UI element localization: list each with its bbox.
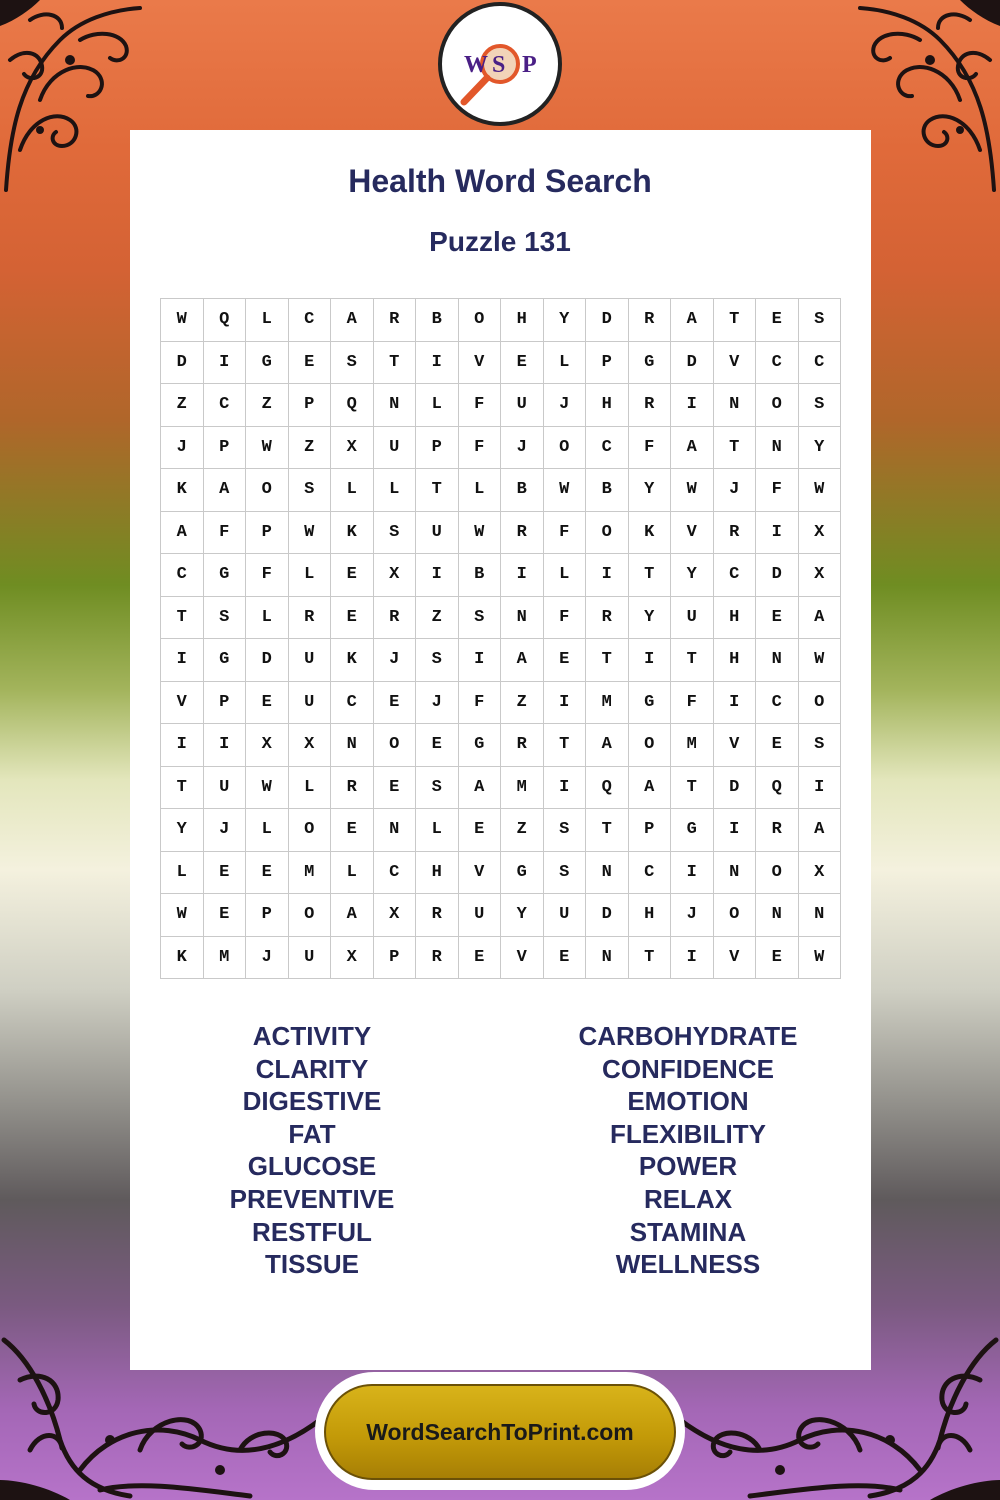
grid-cell[interactable]: S — [331, 342, 374, 385]
grid-cell[interactable]: K — [629, 512, 672, 555]
grid-cell[interactable]: V — [714, 937, 757, 980]
grid-cell[interactable]: Z — [416, 597, 459, 640]
grid-cell[interactable]: P — [204, 682, 247, 725]
grid-cell[interactable]: C — [756, 682, 799, 725]
grid-cell[interactable]: X — [799, 554, 842, 597]
grid-cell[interactable]: C — [374, 852, 417, 895]
grid-cell[interactable]: O — [799, 682, 842, 725]
grid-cell[interactable]: C — [714, 554, 757, 597]
grid-cell[interactable]: J — [501, 427, 544, 470]
grid-cell[interactable]: C — [629, 852, 672, 895]
grid-cell[interactable]: C — [799, 342, 842, 385]
grid-cell[interactable]: I — [799, 767, 842, 810]
grid-cell[interactable]: C — [331, 682, 374, 725]
grid-cell[interactable]: F — [671, 682, 714, 725]
grid-cell[interactable]: G — [459, 724, 502, 767]
grid-cell[interactable]: B — [416, 299, 459, 342]
word-list-item: TISSUE — [265, 1249, 359, 1280]
grid-cell[interactable]: M — [204, 937, 247, 980]
grid-cell[interactable]: E — [246, 682, 289, 725]
puzzle-number: Puzzle 131 — [429, 226, 571, 257]
grid-cell[interactable]: N — [756, 894, 799, 937]
grid-cell[interactable]: O — [714, 894, 757, 937]
grid-cell[interactable]: H — [586, 384, 629, 427]
grid-cell[interactable]: I — [671, 384, 714, 427]
grid-cell[interactable]: A — [204, 469, 247, 512]
site-logo[interactable] — [438, 2, 562, 126]
grid-cell[interactable]: R — [501, 724, 544, 767]
grid-cell[interactable]: T — [416, 469, 459, 512]
grid-cell[interactable]: T — [629, 937, 672, 980]
grid-cell[interactable]: V — [714, 342, 757, 385]
grid-cell[interactable]: G — [501, 852, 544, 895]
word-list-item: PREVENTIVE — [229, 1183, 395, 1214]
grid-cell[interactable]: A — [459, 767, 502, 810]
grid-cell[interactable]: R — [416, 937, 459, 980]
grid-cell[interactable]: H — [714, 597, 757, 640]
grid-cell[interactable]: N — [374, 809, 417, 852]
grid-cell[interactable]: W — [161, 894, 204, 937]
grid-cell[interactable]: I — [586, 554, 629, 597]
grid-cell[interactable]: O — [246, 469, 289, 512]
word-list-item: ACTIVITY — [252, 1021, 372, 1051]
grid-cell[interactable]: F — [459, 682, 502, 725]
grid-cell[interactable]: H — [501, 299, 544, 342]
grid-cell[interactable]: T — [586, 639, 629, 682]
grid-cell[interactable]: T — [544, 724, 587, 767]
grid-cell[interactable]: A — [671, 427, 714, 470]
grid-cell[interactable]: W — [161, 299, 204, 342]
grid-cell[interactable]: C — [204, 384, 247, 427]
word-list-item: EMOTION — [627, 1086, 749, 1117]
grid-cell[interactable]: Z — [289, 427, 332, 470]
grid-cell[interactable]: K — [331, 512, 374, 555]
grid-cell[interactable]: H — [629, 894, 672, 937]
grid-cell[interactable]: F — [204, 512, 247, 555]
grid-cell[interactable]: X — [799, 852, 842, 895]
word-list-item: GLUCOSE — [247, 1151, 377, 1182]
grid-cell[interactable]: U — [501, 384, 544, 427]
magnifier-icon — [442, 6, 558, 122]
grid-cell[interactable]: P — [629, 809, 672, 852]
grid-cell[interactable]: F — [629, 427, 672, 470]
grid-cell[interactable]: M — [586, 682, 629, 725]
grid-cell[interactable]: L — [161, 852, 204, 895]
grid-cell[interactable]: Y — [161, 809, 204, 852]
grid-cell[interactable]: L — [331, 852, 374, 895]
grid-cell[interactable]: R — [714, 512, 757, 555]
grid-cell[interactable]: M — [289, 852, 332, 895]
word-list-item: RELAX — [643, 1183, 733, 1214]
grid-cell[interactable]: S — [544, 809, 587, 852]
grid-cell[interactable]: C — [289, 299, 332, 342]
grid-cell[interactable]: E — [756, 597, 799, 640]
grid-cell[interactable]: C — [586, 427, 629, 470]
grid-cell[interactable]: U — [204, 767, 247, 810]
grid-cell[interactable]: W — [246, 427, 289, 470]
grid-cell[interactable]: J — [416, 682, 459, 725]
grid-cell[interactable]: S — [799, 299, 842, 342]
grid-cell[interactable]: U — [289, 639, 332, 682]
grid-cell[interactable]: O — [374, 724, 417, 767]
grid-cell[interactable]: E — [756, 299, 799, 342]
grid-cell[interactable]: E — [246, 852, 289, 895]
grid-cell[interactable]: R — [586, 597, 629, 640]
grid-cell[interactable]: N — [374, 384, 417, 427]
grid-cell[interactable]: I — [544, 767, 587, 810]
grid-cell[interactable]: G — [629, 682, 672, 725]
grid-cell[interactable]: I — [204, 724, 247, 767]
grid-cell[interactable]: R — [756, 809, 799, 852]
grid-cell[interactable]: A — [331, 299, 374, 342]
grid-cell[interactable]: J — [671, 894, 714, 937]
grid-cell[interactable]: R — [629, 299, 672, 342]
grid-cell[interactable]: D — [586, 894, 629, 937]
grid-cell[interactable]: R — [374, 597, 417, 640]
grid-cell[interactable]: W — [289, 512, 332, 555]
grid-cell[interactable]: L — [331, 469, 374, 512]
grid-cell[interactable]: T — [671, 767, 714, 810]
word-list-item: RESTFUL — [252, 1216, 372, 1247]
grid-cell[interactable]: A — [331, 894, 374, 937]
grid-cell[interactable]: O — [586, 512, 629, 555]
grid-cell[interactable]: W — [799, 639, 842, 682]
grid-cell[interactable]: I — [671, 852, 714, 895]
grid-cell[interactable]: N — [756, 639, 799, 682]
grid-cell[interactable]: C — [161, 554, 204, 597]
grid-cell[interactable]: V — [459, 852, 502, 895]
grid-cell[interactable]: W — [799, 469, 842, 512]
word-list-item: CARBOHYDRATE — [578, 1021, 798, 1051]
grid-cell[interactable]: P — [289, 384, 332, 427]
grid-cell[interactable]: E — [331, 554, 374, 597]
grid-cell[interactable]: U — [289, 937, 332, 980]
grid-cell[interactable]: E — [756, 937, 799, 980]
grid-cell[interactable]: G — [671, 809, 714, 852]
logo-letter-w: W — [464, 52, 488, 78]
grid-cell[interactable]: A — [501, 639, 544, 682]
grid-cell[interactable]: W — [459, 512, 502, 555]
grid-cell[interactable]: Z — [501, 809, 544, 852]
grid-cell[interactable]: Y — [671, 554, 714, 597]
grid-cell[interactable]: B — [459, 554, 502, 597]
grid-cell[interactable]: S — [799, 384, 842, 427]
grid-cell[interactable]: L — [544, 554, 587, 597]
grid-cell[interactable]: I — [671, 937, 714, 980]
grid-cell[interactable]: S — [374, 512, 417, 555]
grid-cell[interactable]: S — [416, 767, 459, 810]
grid-cell[interactable]: N — [501, 597, 544, 640]
grid-cell[interactable]: N — [331, 724, 374, 767]
grid-cell[interactable]: K — [161, 937, 204, 980]
grid-cell[interactable]: N — [799, 894, 842, 937]
grid-cell[interactable]: E — [204, 852, 247, 895]
grid-cell[interactable]: V — [714, 724, 757, 767]
grid-cell[interactable]: A — [586, 724, 629, 767]
grid-cell[interactable]: A — [671, 299, 714, 342]
grid-cell[interactable]: E — [331, 809, 374, 852]
grid-cell[interactable]: L — [246, 597, 289, 640]
grid-cell[interactable]: E — [416, 724, 459, 767]
grid-cell[interactable]: J — [544, 384, 587, 427]
grid-cell[interactable]: L — [416, 809, 459, 852]
grid-cell[interactable]: L — [289, 767, 332, 810]
grid-cell[interactable]: G — [204, 554, 247, 597]
logo-letter-p: P — [522, 52, 537, 78]
grid-cell[interactable]: I — [756, 512, 799, 555]
grid-cell[interactable]: L — [544, 342, 587, 385]
grid-cell[interactable]: E — [544, 639, 587, 682]
grid-cell[interactable]: A — [161, 512, 204, 555]
grid-cell[interactable]: F — [544, 597, 587, 640]
grid-cell[interactable]: M — [501, 767, 544, 810]
grid-cell[interactable]: L — [289, 554, 332, 597]
grid-cell[interactable]: I — [629, 639, 672, 682]
grid-cell[interactable]: P — [586, 342, 629, 385]
grid-cell[interactable]: E — [459, 809, 502, 852]
grid-cell[interactable]: T — [629, 554, 672, 597]
logo-letter-s: S — [492, 52, 506, 78]
grid-cell[interactable]: V — [459, 342, 502, 385]
grid-cell[interactable]: I — [501, 554, 544, 597]
grid-cell[interactable]: I — [204, 342, 247, 385]
grid-cell[interactable]: Y — [629, 469, 672, 512]
grid-cell[interactable]: P — [204, 427, 247, 470]
page-title: Health Word Search — [348, 163, 652, 199]
grid-cell[interactable]: X — [246, 724, 289, 767]
grid-cell[interactable]: F — [459, 427, 502, 470]
grid-cell[interactable]: B — [586, 469, 629, 512]
grid-cell[interactable]: Y — [629, 597, 672, 640]
grid-cell[interactable]: A — [799, 597, 842, 640]
word-list-item: CLARITY — [255, 1053, 369, 1084]
grid-cell[interactable]: L — [246, 299, 289, 342]
grid-cell[interactable]: D — [161, 342, 204, 385]
grid-cell[interactable]: F — [756, 469, 799, 512]
website-label: WordSearchToPrint.com — [366, 1418, 634, 1445]
grid-cell[interactable]: E — [459, 937, 502, 980]
grid-cell[interactable]: D — [586, 299, 629, 342]
grid-cell[interactable]: X — [374, 554, 417, 597]
grid-cell[interactable]: E — [374, 767, 417, 810]
grid-cell[interactable]: J — [246, 937, 289, 980]
grid-cell[interactable]: T — [374, 342, 417, 385]
grid-cell[interactable]: I — [161, 724, 204, 767]
grid-cell[interactable]: E — [501, 342, 544, 385]
word-list-item: CONFIDENCE — [602, 1053, 774, 1084]
grid-cell[interactable]: L — [416, 384, 459, 427]
grid-cell[interactable]: R — [374, 299, 417, 342]
grid-cell[interactable]: O — [289, 894, 332, 937]
grid-cell[interactable]: D — [671, 342, 714, 385]
grid-cell[interactable]: H — [714, 639, 757, 682]
grid-cell[interactable]: V — [161, 682, 204, 725]
grid-cell[interactable]: Z — [161, 384, 204, 427]
word-list-item: STAMINA — [629, 1216, 747, 1247]
grid-cell[interactable]: W — [799, 937, 842, 980]
word-list-item: WELLNESS — [615, 1249, 761, 1280]
grid-cell[interactable]: I — [161, 639, 204, 682]
grid-cell[interactable]: I — [714, 682, 757, 725]
grid-cell[interactable]: W — [544, 469, 587, 512]
grid-cell[interactable]: N — [714, 384, 757, 427]
word-list-item: FAT — [288, 1118, 336, 1149]
grid-cell[interactable]: U — [416, 512, 459, 555]
grid-cell[interactable]: I — [416, 554, 459, 597]
grid-cell[interactable]: M — [671, 724, 714, 767]
grid-cell[interactable]: D — [246, 639, 289, 682]
grid-cell[interactable]: E — [289, 342, 332, 385]
grid-cell[interactable]: P — [246, 512, 289, 555]
letter-grid — [160, 298, 841, 979]
website-button[interactable] — [324, 1384, 676, 1480]
grid-cell[interactable]: E — [204, 894, 247, 937]
grid-cell[interactable]: I — [459, 639, 502, 682]
grid-cell[interactable]: T — [161, 597, 204, 640]
grid-cell[interactable]: O — [756, 384, 799, 427]
grid-cell[interactable]: J — [714, 469, 757, 512]
grid-cell[interactable]: C — [756, 342, 799, 385]
grid-cell[interactable]: Q — [331, 384, 374, 427]
grid-cell[interactable]: W — [671, 469, 714, 512]
grid-cell[interactable]: X — [331, 427, 374, 470]
grid-cell[interactable]: D — [756, 554, 799, 597]
grid-cell[interactable]: P — [246, 894, 289, 937]
grid-cell[interactable]: N — [714, 852, 757, 895]
grid-cell[interactable]: R — [629, 384, 672, 427]
grid-cell[interactable]: E — [544, 937, 587, 980]
grid-cell[interactable]: W — [246, 767, 289, 810]
word-list-item: FLEXIBILITY — [610, 1118, 766, 1149]
grid-cell[interactable]: F — [459, 384, 502, 427]
grid-cell[interactable]: B — [501, 469, 544, 512]
grid-cell[interactable]: S — [204, 597, 247, 640]
grid-cell[interactable]: L — [374, 469, 417, 512]
grid-cell[interactable]: Z — [246, 384, 289, 427]
grid-cell[interactable]: S — [459, 597, 502, 640]
grid-cell[interactable]: U — [671, 597, 714, 640]
grid-cell[interactable]: Q — [586, 767, 629, 810]
grid-cell[interactable]: O — [544, 427, 587, 470]
grid-cell[interactable]: D — [714, 767, 757, 810]
grid-cell[interactable]: S — [544, 852, 587, 895]
grid-cell[interactable]: R — [501, 512, 544, 555]
grid-cell[interactable]: F — [544, 512, 587, 555]
grid-cell[interactable]: Y — [501, 894, 544, 937]
word-list-item: POWER — [638, 1151, 738, 1182]
grid-cell[interactable]: G — [246, 342, 289, 385]
grid-cell[interactable]: Z — [501, 682, 544, 725]
grid-cell[interactable]: N — [586, 937, 629, 980]
word-list-right — [503, 1020, 873, 1281]
grid-cell[interactable]: Y — [544, 299, 587, 342]
grid-cell[interactable]: R — [289, 597, 332, 640]
grid-cell[interactable]: T — [714, 299, 757, 342]
grid-cell[interactable]: O — [289, 809, 332, 852]
grid-cell[interactable]: X — [799, 512, 842, 555]
grid-cell[interactable]: T — [714, 427, 757, 470]
grid-cell[interactable]: I — [544, 682, 587, 725]
grid-cell[interactable]: L — [246, 809, 289, 852]
grid-cell[interactable]: A — [629, 767, 672, 810]
grid-cell[interactable]: O — [459, 299, 502, 342]
grid-cell[interactable]: G — [629, 342, 672, 385]
grid-cell[interactable]: U — [544, 894, 587, 937]
grid-cell[interactable]: S — [416, 639, 459, 682]
grid-cell[interactable]: R — [331, 767, 374, 810]
grid-cell[interactable]: I — [416, 342, 459, 385]
grid-cell[interactable]: U — [374, 427, 417, 470]
grid-cell[interactable]: K — [161, 469, 204, 512]
grid-cell[interactable]: E — [756, 724, 799, 767]
grid-cell[interactable]: S — [799, 724, 842, 767]
grid-cell[interactable]: O — [629, 724, 672, 767]
grid-cell[interactable]: L — [459, 469, 502, 512]
grid-cell[interactable]: T — [586, 809, 629, 852]
grid-cell[interactable]: X — [374, 894, 417, 937]
word-list-left — [127, 1020, 497, 1281]
grid-cell[interactable]: G — [204, 639, 247, 682]
grid-cell[interactable]: I — [714, 809, 757, 852]
grid-cell[interactable]: F — [246, 554, 289, 597]
grid-cell[interactable]: P — [374, 937, 417, 980]
grid-cell[interactable]: S — [289, 469, 332, 512]
grid-cell[interactable]: U — [459, 894, 502, 937]
grid-cell[interactable]: T — [161, 767, 204, 810]
grid-cell[interactable]: J — [374, 639, 417, 682]
grid-cell[interactable]: Y — [799, 427, 842, 470]
grid-cell[interactable]: Q — [756, 767, 799, 810]
grid-cell[interactable]: Q — [204, 299, 247, 342]
grid-cell[interactable]: E — [374, 682, 417, 725]
grid-cell[interactable]: X — [331, 937, 374, 980]
grid-cell[interactable]: J — [204, 809, 247, 852]
grid-cell[interactable]: K — [331, 639, 374, 682]
grid-cell[interactable]: N — [586, 852, 629, 895]
grid-cell[interactable]: N — [756, 427, 799, 470]
grid-cell[interactable]: A — [799, 809, 842, 852]
grid-cell[interactable]: T — [671, 639, 714, 682]
grid-cell[interactable]: H — [416, 852, 459, 895]
grid-cell[interactable]: U — [289, 682, 332, 725]
grid-cell[interactable]: X — [289, 724, 332, 767]
word-list-item: DIGESTIVE — [242, 1086, 382, 1117]
grid-cell[interactable]: R — [416, 894, 459, 937]
grid-cell[interactable]: E — [331, 597, 374, 640]
grid-cell[interactable]: P — [416, 427, 459, 470]
grid-cell[interactable]: O — [756, 852, 799, 895]
grid-cell[interactable]: V — [671, 512, 714, 555]
grid-cell[interactable]: V — [501, 937, 544, 980]
grid-cell[interactable]: J — [161, 427, 204, 470]
